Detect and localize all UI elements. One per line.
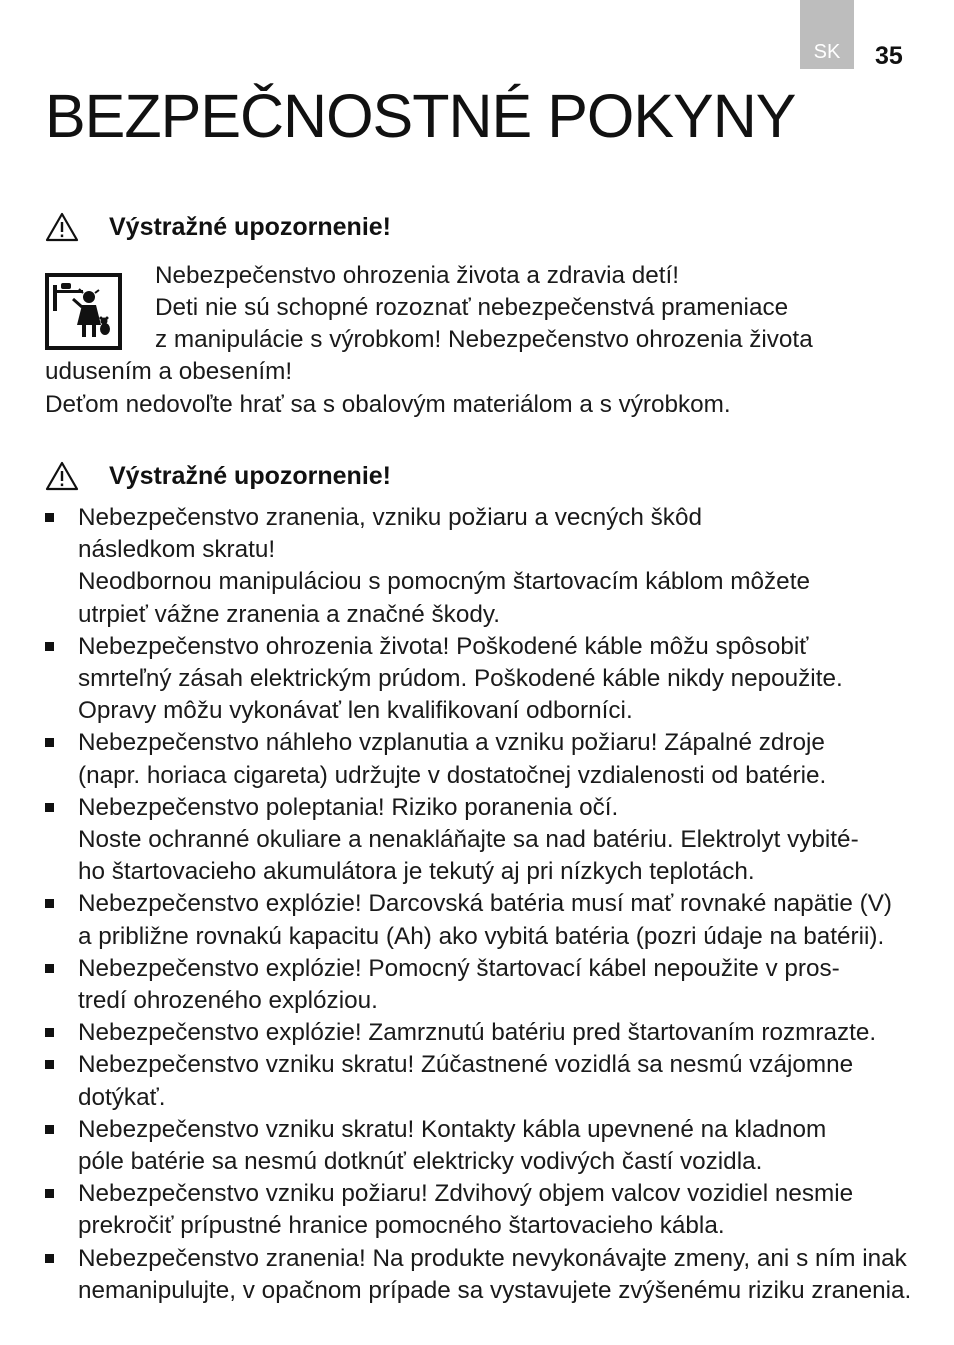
list-item-line: Nebezpečenstvo zranenia! Na produkte nevykonávajte zmeny, ani s ním inak: [78, 1244, 907, 1272]
warning-heading-1: [45, 211, 391, 243]
bullet-square-icon: [45, 899, 54, 908]
warning-heading-1-label: Výstražné upozornenie!: [109, 212, 391, 241]
list-item: [45, 1049, 925, 1113]
list-item: [45, 953, 925, 1017]
bullet-square-icon: [45, 803, 54, 812]
list-item: [45, 792, 925, 889]
list-item: [45, 1243, 925, 1307]
list-item-line: Nebezpečenstvo ohrozenia života! Poškodené káble môžu spôsobiť: [78, 632, 809, 660]
bullet-square-icon: [45, 1254, 54, 1263]
bullet-square-icon: [45, 964, 54, 973]
page-number: 35: [875, 42, 903, 70]
list-item-line: ho štartovacieho akumulátora je tekutý aj pri nízkych teplotách.: [78, 858, 755, 886]
list-item-line: póle batérie sa nesmú dotknúť elektricky vodivých častí vozidla.: [78, 1148, 763, 1176]
list-item-line: Nebezpečenstvo zranenia, vzniku požiaru a vecných škôd: [78, 504, 702, 531]
list-item: [45, 727, 925, 791]
bullet-square-icon: [45, 642, 54, 651]
list-item-line: Opravy môžu vykonávať len kvalifikovaní odborníci.: [78, 697, 633, 725]
list-item: [45, 502, 925, 631]
list-item-line: Noste ochranné okuliare a nenakláňajte sa nad batériu. Elektrolyt vybité-: [78, 826, 859, 854]
list-item-line: utrpieť vážne zranenia a značné škody.: [78, 600, 500, 628]
list-item: [45, 1017, 925, 1049]
list-item-line: Nebezpečenstvo explózie! Zamrznutú batériu pred štartovaním rozmrazte.: [78, 1019, 877, 1047]
list-item-line: následkom skratu!: [78, 536, 276, 564]
bullet-square-icon: [45, 1189, 54, 1198]
list-item: [45, 1114, 925, 1178]
page-title: BEZPEČNOSTNÉ POKYNY: [45, 82, 796, 150]
list-item-line: nemanipulujte, v opačnom prípade sa vystavujete zvýšenému riziku zranenia.: [78, 1276, 912, 1304]
list-item-line: (napr. horiaca cigareta) udržujte v dostatočnej vzdialenosti od batérie.: [78, 761, 827, 789]
bullet-square-icon: [45, 1028, 54, 1037]
warning-triangle-icon: [45, 212, 79, 242]
list-item-line: Nebezpečenstvo náhleho vzplanutia a vzniku požiaru! Zápalné zdroje: [78, 729, 825, 757]
list-item-line: Nebezpečenstvo explózie! Darcovská batéria musí mať rovnaké napätie (V): [78, 890, 893, 918]
list-item-line: Nebezpečenstvo poleptania! Riziko poranenia očí.: [78, 793, 619, 821]
bullet-square-icon: [45, 513, 54, 522]
section1-line-5: Deťom nedovoľte hrať sa s obalovým materiálom a s výrobkom.: [45, 391, 731, 418]
bullet-square-icon: [45, 1060, 54, 1069]
section1-line-3: z manipulácie s výrobkom! Nebezpečenstvo ohrozenia života: [155, 326, 813, 353]
list-item-line: tredí ohrozeného explóziou.: [78, 987, 378, 1015]
list-item-line: smrteľný zásah elektrickým prúdom. Poškodené káble nikdy nepoužite.: [78, 665, 843, 693]
warning-heading-2: [45, 460, 391, 492]
list-item-line: Nebezpečenstvo vzniku skratu! Kontakty kábla upevnené na kladnom: [78, 1115, 827, 1143]
hazard-list: [45, 502, 925, 1307]
bullet-square-icon: [45, 1125, 54, 1134]
language-tab: [800, 0, 854, 69]
section1-line-4: udusením a obesením!: [45, 358, 293, 385]
section1-line-1: Nebezpečenstvo ohrozenia života a zdravia detí!: [155, 262, 680, 289]
list-item-line: Nebezpečenstvo vzniku skratu! Zúčastnené vozidlá sa nesmú vzájomne: [78, 1051, 854, 1079]
list-item: [45, 631, 925, 728]
list-item: [45, 1178, 925, 1242]
language-tab-label: SK: [813, 41, 841, 63]
list-item-line: prekročiť prípustné hranice pomocného štartovacieho kábla.: [78, 1212, 725, 1240]
bullet-square-icon: [45, 738, 54, 747]
list-item-line: Nebezpečenstvo explózie! Pomocný štartovací kábel nepoužite v pros-: [78, 954, 840, 982]
warning-heading-2-label: Výstražné upozornenie!: [109, 461, 391, 490]
warning-triangle-icon: [45, 461, 79, 491]
list-item-line: a približne rovnakú kapacitu (Ah) ako vybitá batéria (pozri údaje na batérii).: [78, 922, 885, 950]
list-item-line: dotýkať.: [78, 1083, 166, 1111]
child-choking-hazard-icon: [45, 273, 122, 350]
section1-line-2: Deti nie sú schopné rozoznať nebezpečenstvá prameniace: [155, 294, 789, 321]
list-item-line: Nebezpečenstvo vzniku požiaru! Zdvihový objem valcov vozidiel nesmie: [78, 1180, 854, 1208]
list-item-line: Neodbornou manipuláciou s pomocným štartovacím káblom môžete: [78, 568, 810, 596]
list-item: [45, 888, 925, 952]
